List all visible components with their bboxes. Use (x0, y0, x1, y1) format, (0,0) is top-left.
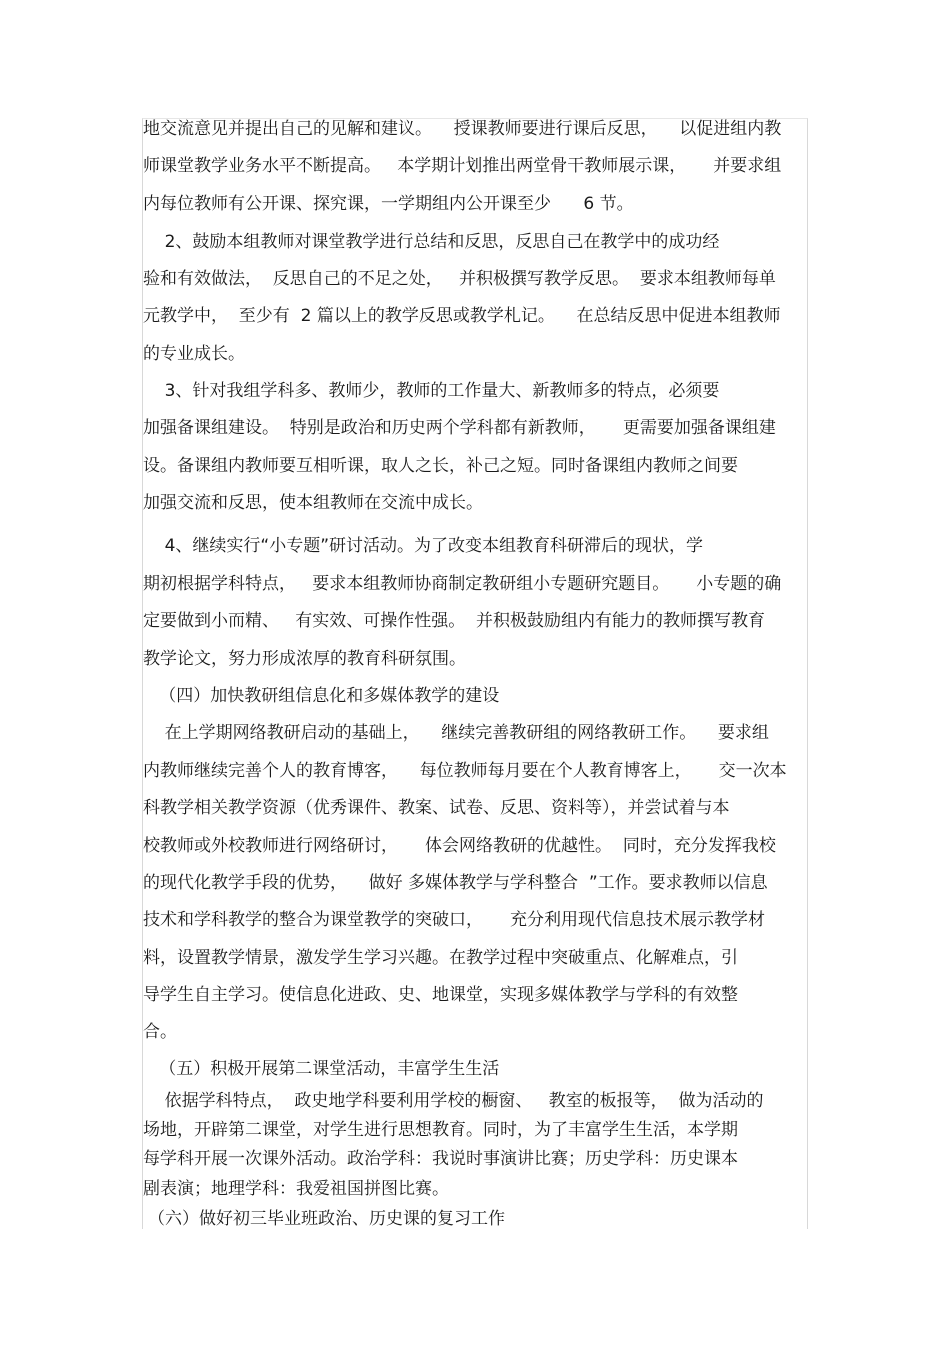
text-line: 教学论文，努力形成浓厚的教育科研氛围。 (143, 649, 466, 669)
text-line: 导学生自主学习。使信息化进政、史、地课堂，实现多媒体教学与学科的有效整 (143, 985, 738, 1005)
section-heading: （六）做好初三毕业班政治、历史课的复习工作 (148, 1209, 505, 1229)
text-line: 元教学中， 至少有 2 篇以上的教学反思或教学札记。 在总结反思中促进本组教师 (143, 306, 781, 326)
text-line: 剧表演；地理学科：我爱祖国拼图比赛。 (143, 1179, 449, 1199)
text-line: 场地，开辟第二课堂，对学生进行思想教育。同时，为了丰富学生生活，本学期 (143, 1120, 738, 1140)
text-line: 技术和学科教学的整合为课堂教学的突破口， 充分利用现代信息技术展示教学材 (143, 910, 766, 930)
text-line: 验和有效做法， 反思自己的不足之处， 并积极撰写教学反思。 要求本组教师每单 (143, 269, 776, 289)
text-line: 3、针对我组学科多、教师少，教师的工作量大、新教师多的特点，必须要 (143, 381, 720, 401)
text-line: 依据学科特点， 政史地学科要利用学校的橱窗、 教室的板报等， 做为活动的 (143, 1091, 764, 1111)
section-heading: （四）加快教研组信息化和多媒体教学的建设 (143, 686, 500, 706)
section-heading: （五）积极开展第二课堂活动，丰富学生生活 (143, 1059, 500, 1079)
text-line: 加强备课组建设。 特别是政治和历史两个学科都有新教师， 更需要加强备课组建 (143, 418, 776, 438)
text-line: 校教师或外校教师进行网络研讨， 体会网络教研的优越性。 同时，充分发挥我校 (143, 836, 776, 856)
text-line: 地交流意见并提出自己的见解和建议。 授课教师要进行课后反思， 以促进组内教 (143, 119, 782, 139)
text-line: 每学科开展一次课外活动。政治学科：我说时事演讲比赛；历史学科：历史课本 (143, 1149, 738, 1169)
text-line: 设。备课组内教师要互相听课，取人之长，补己之短。同时备课组内教师之间要 (143, 456, 738, 476)
text-line: 4、继续实行“小专题”研讨活动。为了改变本组教育科研滞后的现状，学 (143, 536, 704, 556)
text-line: 2、鼓励本组教师对课堂教学进行总结和反思，反思自己在教学中的成功经 (143, 232, 720, 252)
text-line: 料，设置教学情景，激发学生学习兴趣。在教学过程中突破重点、化解难点，引 (143, 948, 738, 968)
text-line: 期初根据学科特点， 要求本组教师协商制定教研组小专题研究题目。 小专题的确 (143, 574, 782, 594)
text-line: 定要做到小而精、 有实效、可操作性强。 并积极鼓励组内有能力的教师撰写教育 (143, 611, 766, 631)
text-line: 科教学相关教学资源（优秀课件、教案、试卷、反思、资料等），并尝试着与本 (143, 798, 730, 818)
text-line: 师课堂教学业务水平不断提高。 本学期计划推出两堂骨干教师展示课， 并要求组 (143, 156, 782, 176)
text-line: 加强交流和反思，使本组教师在交流中成长。 (143, 493, 483, 513)
text-line: 内教师继续完善个人的教育博客， 每位教师每月要在个人教育博客上， 交一次本 (143, 761, 787, 781)
text-line: 内每位教师有公开课、探究课，一学期组内公开课至少 6 节。 (143, 194, 634, 214)
text-line: 的现代化教学手段的优势， 做好 多媒体教学与学科整合 ”工作。要求教师以信息 (143, 873, 768, 893)
text-line: 合。 (143, 1022, 177, 1042)
text-line: 的专业成长。 (143, 344, 245, 364)
text-line: 在上学期网络教研启动的基础上， 继续完善教研组的网络教研工作。 要求组 (143, 723, 769, 743)
